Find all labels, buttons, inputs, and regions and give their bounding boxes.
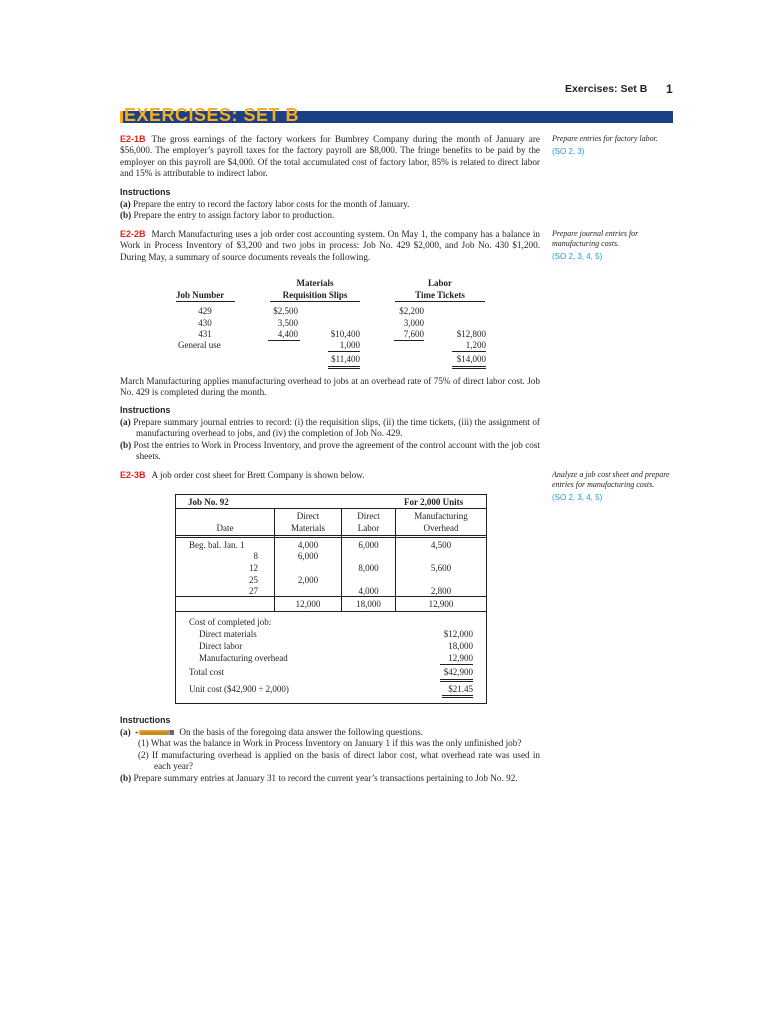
list-item: (a) Prepare the entry to record the factory labor costs for the month of January. — [120, 199, 410, 209]
summary-row: Direct materials — [199, 629, 257, 639]
table-row: 429 — [198, 306, 212, 316]
exercise-e2-3b — [120, 470, 540, 481]
unit-cost-value: $21.45 — [448, 684, 473, 694]
study-objective-ref: (SO 2, 3) — [552, 147, 585, 156]
margin-note: Analyze a job cost sheet and prepare entries for manufacturing costs. (SO 2, 3, 4, 5) — [552, 470, 672, 502]
exercise-number: E2-1B — [120, 134, 146, 144]
exercise-text-continued: March Manufacturing applies manufacturing overhead to jobs at an overhead rate of 75% of direct labor cost. Job No. 429 is completed during the month. — [120, 376, 540, 398]
study-objective-ref: (SO 2, 3, 4, 5) — [552, 252, 603, 261]
list-item: (1) What was the balance in Work in Process Inventory on January 1 if this was the only unfinished job? — [138, 738, 522, 749]
list-item: (b) Prepare the entry to assign factory labor to production. — [120, 210, 335, 221]
section-banner — [120, 105, 673, 125]
list-item: (a) Prepare summary journal entries to record: (i) the requisition slips, (ii) the time tickets, (iii) the assignment of manufacturing overhead to jobs, and (iv) the completion of Job No. 429. — [120, 417, 540, 439]
instructions-heading: Instructions — [120, 187, 171, 197]
table-row: 430 — [198, 318, 212, 328]
exercise-text: The gross earnings of the factory workers for Bumbrey Company during the month of January are $56,000. The employer’s payroll taxes for the factory payroll are $8,000. The fringe benefits to be paid by the employer on this payroll are $4,000. Of the total accumulated cost of factory labor, 85% is related to direct labor and 15% is attributable to indirect labor. — [120, 134, 540, 179]
exercise-e2-1b — [120, 134, 540, 180]
total-cost-label: Total cost — [189, 667, 225, 677]
pencil-icon — [135, 729, 175, 736]
completed-job-label: Cost of completed job: — [189, 617, 272, 627]
job-number: Job No. 92 — [188, 497, 229, 507]
summary-row: Direct labor — [199, 641, 243, 651]
table-row: General use — [178, 340, 221, 350]
table-row: Beg. bal. Jan. 1 — [189, 540, 245, 550]
instructions-list — [120, 417, 540, 463]
running-header-title: Exercises: Set B — [565, 83, 648, 95]
labor-total: $14,000 — [456, 354, 486, 364]
table-row: 431 — [198, 329, 212, 339]
instructions-list — [120, 199, 540, 222]
list-item: (b) Prepare summary entries at January 31 to record the current year’s transactions pertaining to Job No. 92. — [120, 772, 518, 783]
exercise-text: A job order cost sheet for Brett Company is shown below. — [151, 470, 365, 480]
list-item: (b) Post the entries to Work in Process Inventory, and prove the agreement of the control account with the job cost sheets. — [120, 439, 540, 462]
banner-accent — [120, 111, 123, 123]
unit-cost-label: Unit cost ($42,900 ÷ 2,000) — [189, 684, 289, 694]
totals-row: 12,000 — [295, 599, 321, 609]
exercise-number: E2-2B — [120, 229, 146, 239]
list-item: (2) If manufacturing overhead is applied on the basis of direct labor cost, what overhead rate was used in each year? — [138, 749, 540, 772]
instructions-heading: Instructions — [120, 405, 171, 415]
total-cost-value: $42,900 — [443, 667, 473, 677]
exercise-text: March Manufacturing uses a job order cost accounting system. On May 1, the company has a balance in Work in Process Inventory of $3,200 and two jobs in process: Job No. 429 $2,000, and Job No. 430 $1,200. During May, a summary of source documents reveals the following. — [120, 229, 540, 262]
table-row: 25 — [249, 575, 258, 585]
table-row: 12 — [249, 563, 258, 573]
instructions-heading: Instructions — [120, 715, 171, 725]
margin-note: Prepare journal entries for manufacturing costs. (SO 2, 3, 4, 5) — [552, 229, 664, 261]
study-objective-ref: (SO 2, 3, 4, 5) — [552, 493, 603, 502]
page-number: 1 — [666, 82, 673, 96]
table-row: 27 — [249, 586, 258, 596]
instructions-list — [120, 727, 540, 784]
margin-note: Prepare entries for factory labor. (SO 2, 3) — [552, 134, 664, 156]
units-label: For 2,000 Units — [404, 497, 464, 507]
exercise-e2-2b — [120, 229, 540, 263]
table-row: 8 — [253, 551, 258, 561]
section-title: EXERCISES: SET B — [124, 105, 300, 125]
list-item: (a) On the basis of the foregoing data answer the following questions. — [120, 727, 423, 737]
summary-row: Manufacturing overhead — [199, 653, 288, 663]
materials-total: $11,400 — [331, 354, 360, 364]
exercise-number: E2-3B — [120, 470, 146, 480]
